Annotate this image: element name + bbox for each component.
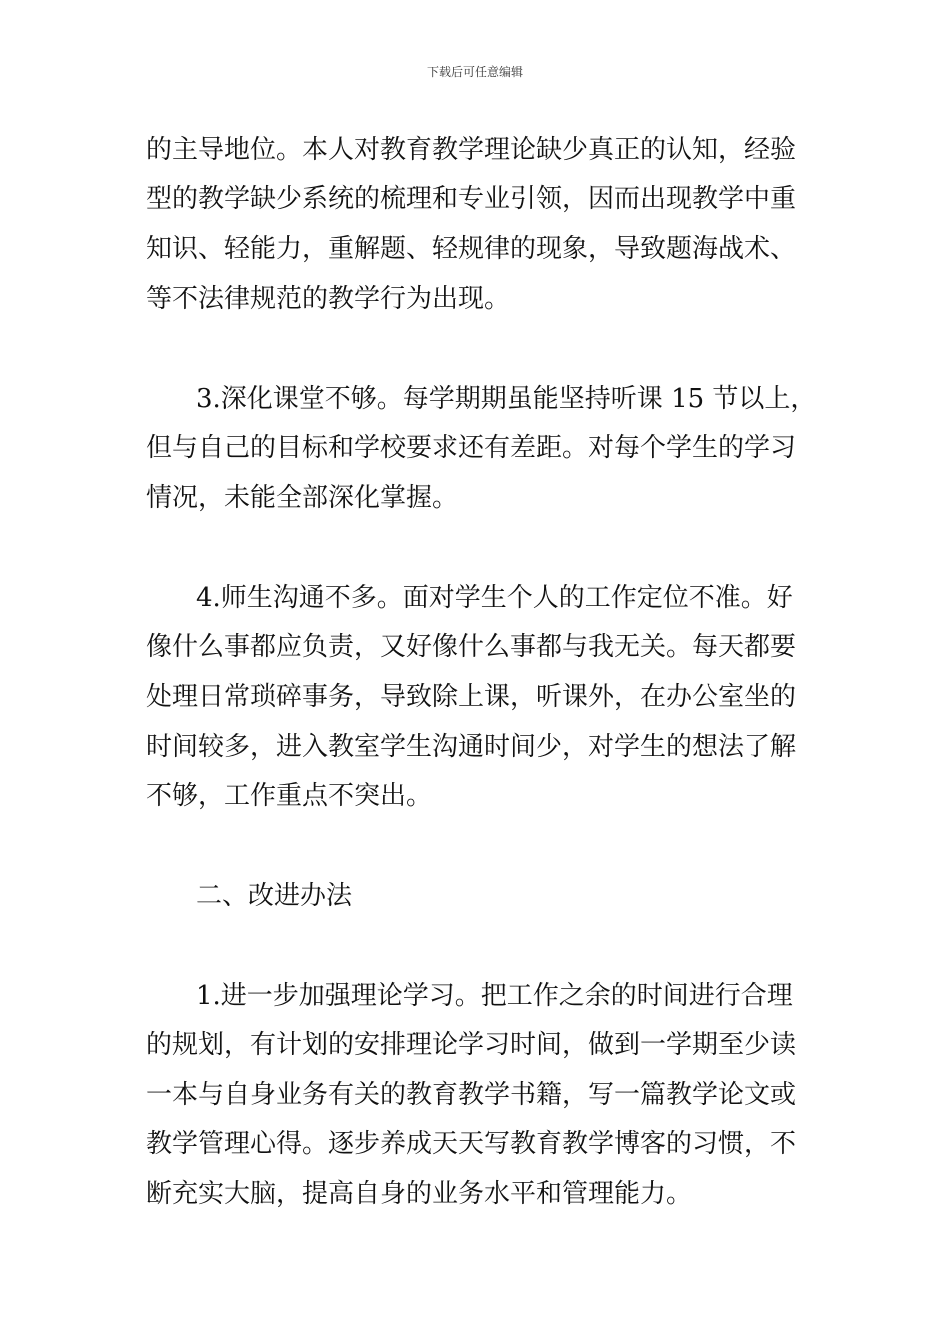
- paragraph-line: 的规划，有计划的安排理论学习时间，做到一学期至少读: [146, 1030, 797, 1060]
- paragraph-line: 不够，工作重点不突出。: [146, 781, 433, 811]
- paragraph-line: 4.师生沟通不多。面对学生个人的工作定位不准。好: [196, 583, 793, 613]
- paragraph-line: 但与自己的目标和学校要求还有差距。对每个学生的学习: [146, 433, 797, 463]
- paragraph-line: 的主导地位。本人对教育教学理论缺少真正的认知，经验: [146, 135, 797, 165]
- paragraph-line: 一本与自身业务有关的教育教学书籍，写一篇教学论文或: [146, 1080, 797, 1110]
- page-header: 下载后可任意编辑: [426, 65, 523, 79]
- paragraph-line: 像什么事都应负责，又好像什么事都与我无关。每天都要: [146, 632, 797, 662]
- paragraph-line: 处理日常琐碎事务，导致除上课，听课外，在办公室坐的: [146, 682, 797, 712]
- paragraph-line: 3.深化课堂不够。每学期期虽能坚持听课 15 节以上，: [196, 384, 817, 414]
- paragraph-line: 情况，未能全部深化掌握。: [146, 483, 459, 513]
- paragraph-line: 1.进一步加强理论学习。把工作之余的时间进行合理: [196, 981, 793, 1011]
- section-heading: 二、改进办法: [196, 881, 353, 911]
- paragraph-line: 教学管理心得。逐步养成天天写教育教学博客的习惯，不: [146, 1129, 797, 1159]
- paragraph-line: 断充实大脑，提高自身的业务水平和管理能力。: [146, 1179, 693, 1209]
- paragraph-line: 时间较多，进入教室学生沟通时间少，对学生的想法了解: [146, 732, 797, 762]
- paragraph-line: 等不法律规范的教学行为出现。: [146, 284, 511, 314]
- paragraph-line: 型的教学缺少系统的梳理和专业引领，因而出现教学中重: [146, 184, 797, 214]
- paragraph-line: 知识、轻能力，重解题、轻规律的现象，导致题海战术、: [146, 234, 797, 264]
